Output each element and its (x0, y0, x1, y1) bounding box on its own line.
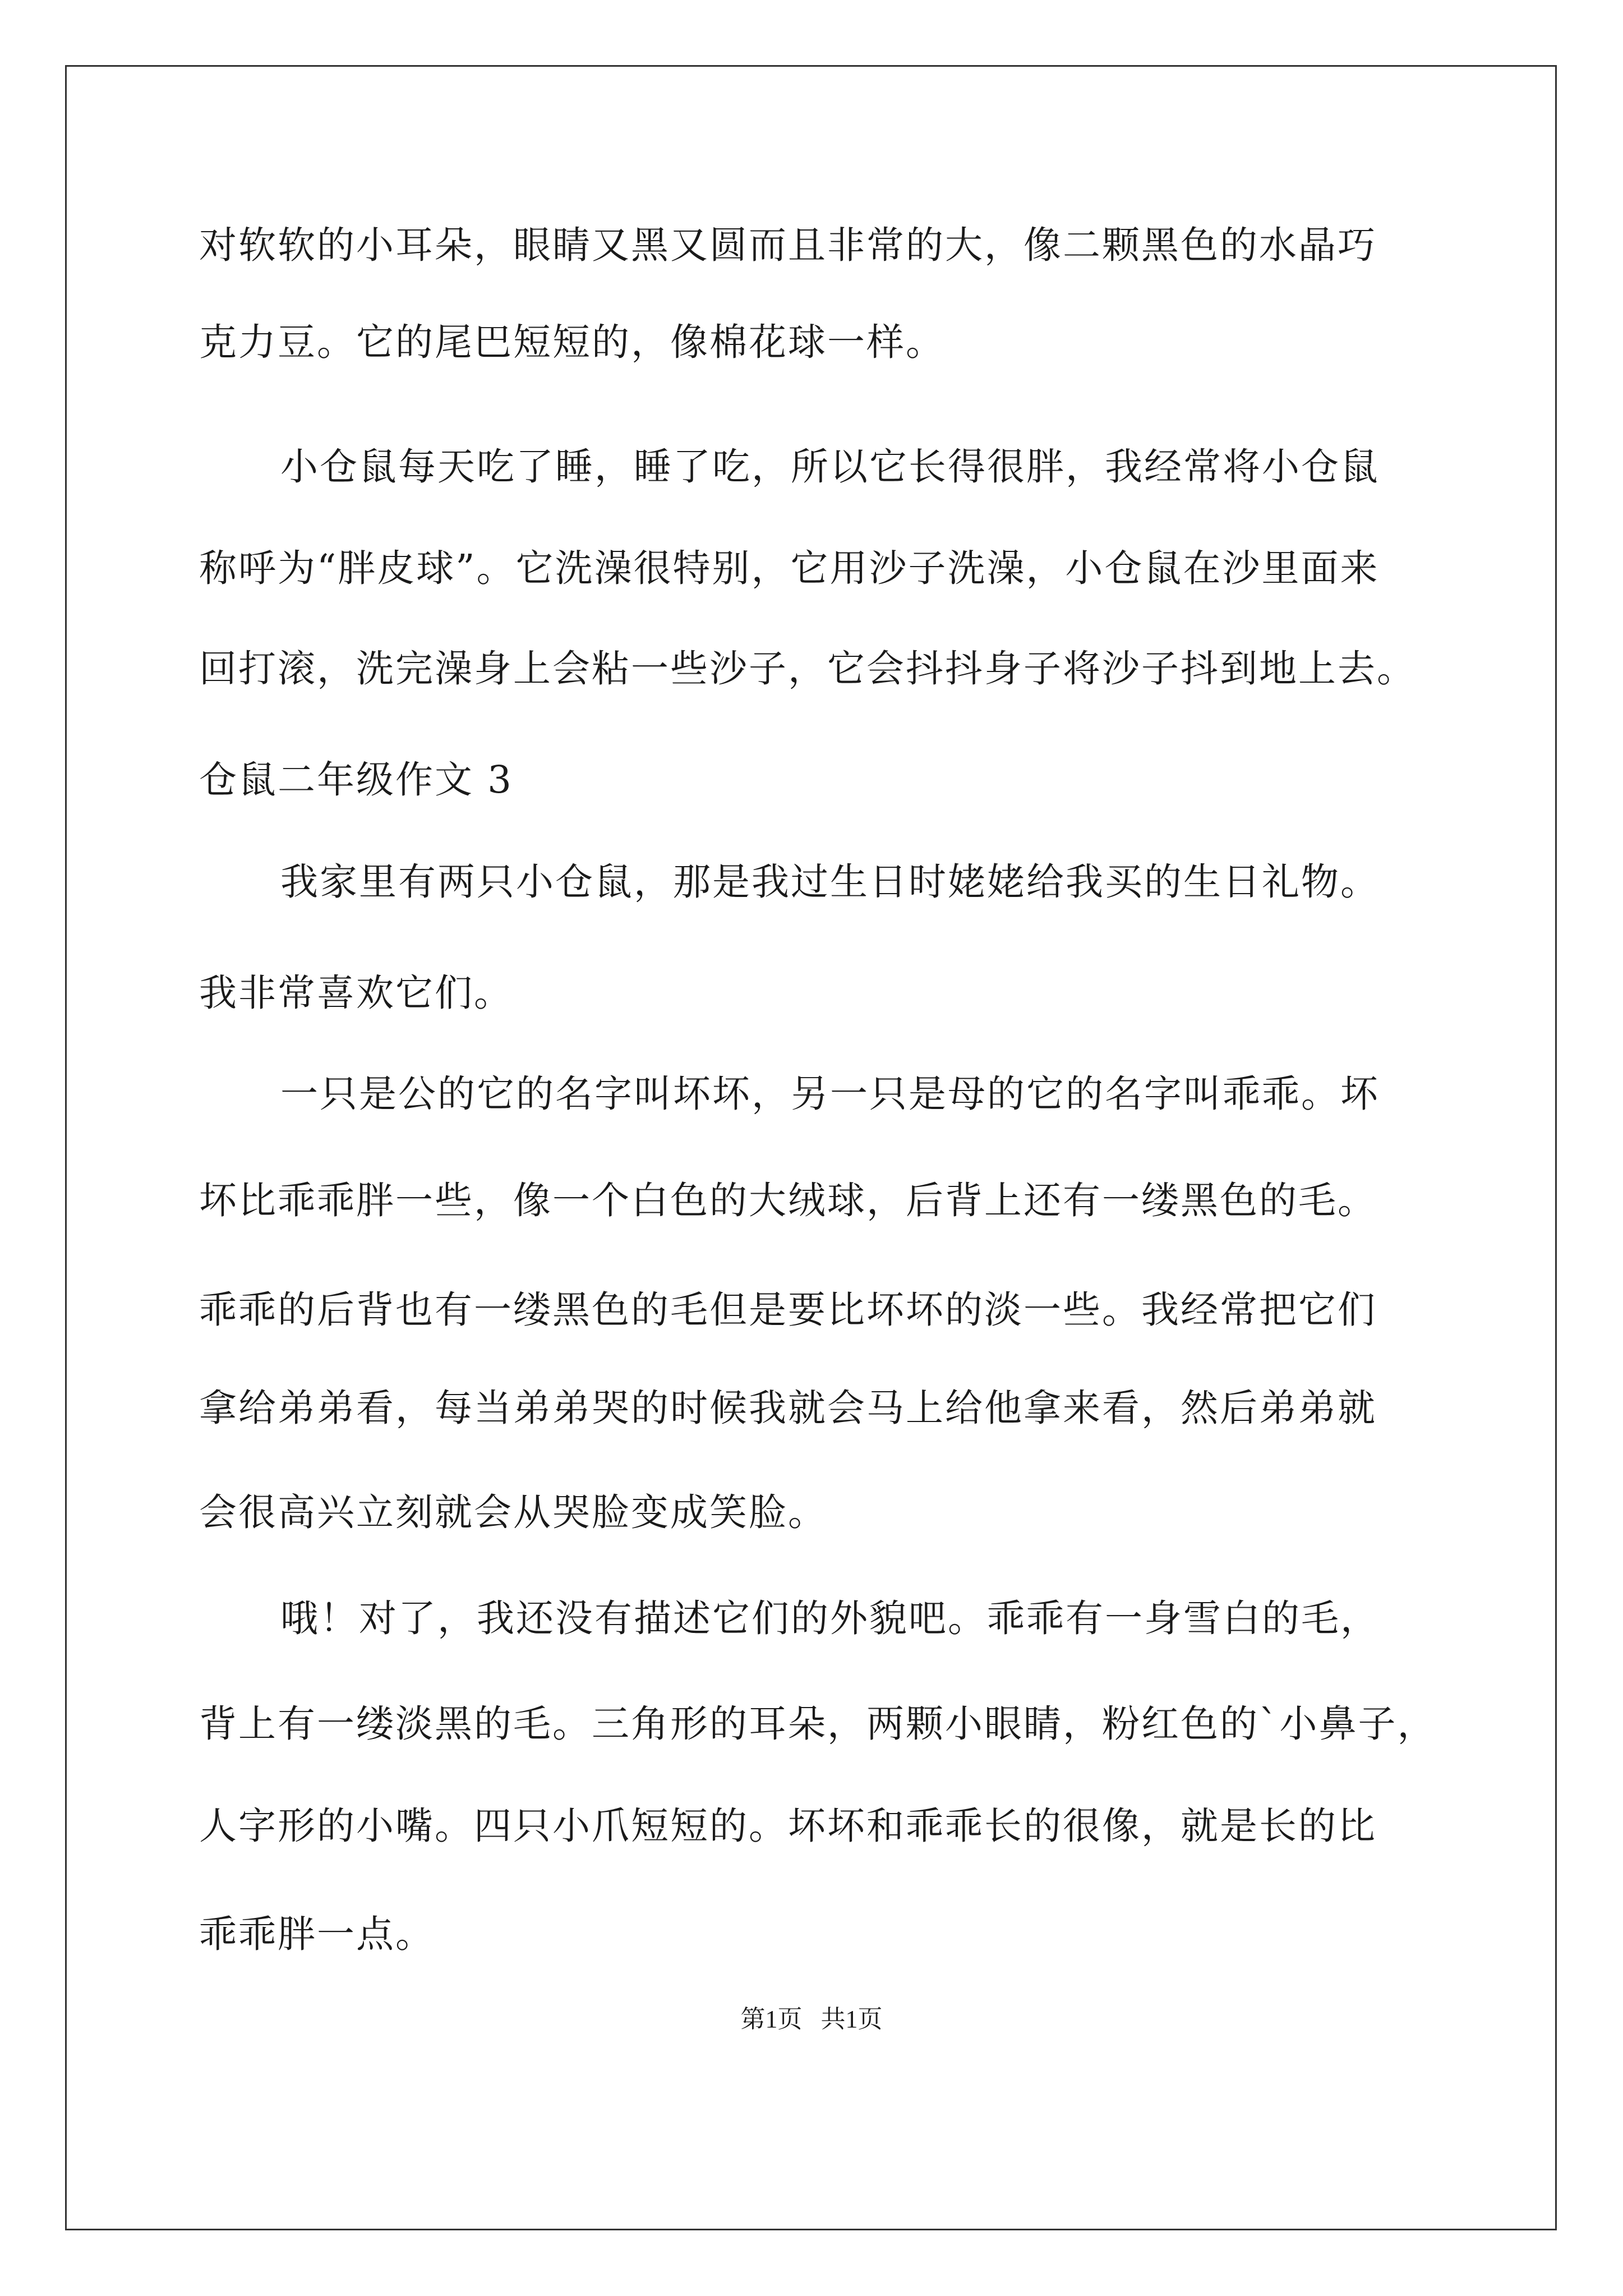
text-line: 人字形的小嘴。四只小爪短短的。坏坏和乖乖长的很像，就是长的比 (199, 1804, 1377, 1848)
paragraph-start: 小仓鼠每天吃了睡，睡了吃，所以它长得很胖，我经常将小仓鼠 (280, 445, 1380, 489)
paragraph-start: 哦！对了，我还没有描述它们的外貌吧。乖乖有一身雪白的毛， (280, 1596, 1380, 1640)
text-line: 拿给弟弟看，每当弟弟哭的时候我就会马上给他拿来看，然后弟弟就 (199, 1386, 1377, 1430)
section-heading: 仓鼠二年级作文 3 (199, 758, 513, 802)
text-line: 我非常喜欢它们。 (199, 971, 513, 1015)
text-line: 对软软的小耳朵，眼睛又黑又圆而且非常的大，像二颗黑色的水晶巧 (199, 223, 1377, 267)
page-border (65, 65, 1557, 2230)
text-line: 会很高兴立刻就会从哭脸变成笑脸。 (199, 1490, 827, 1534)
text-line: 背上有一缕淡黑的毛。三角形的耳朵，两颗小眼睛，粉红色的`小鼻子， (199, 1702, 1437, 1746)
paragraph-start: 一只是公的它的名字叫坏坏，另一只是母的它的名字叫乖乖。坏 (280, 1072, 1380, 1116)
page-footer: 第1页 共1页 (740, 2005, 883, 2033)
text-line: 坏比乖乖胖一些，像一个白色的大绒球，后背上还有一缕黑色的毛。 (199, 1179, 1377, 1222)
text-line: 乖乖胖一点。 (199, 1912, 435, 1956)
text-line: 回打滚，洗完澡身上会粘一些沙子，它会抖抖身子将沙子抖到地上去。 (199, 647, 1416, 691)
text-line: 乖乖的后背也有一缕黑色的毛但是要比坏坏的淡一些。我经常把它们 (199, 1288, 1377, 1332)
text-line: 称呼为“胖皮球”。它洗澡很特别，它用沙子洗澡，小仓鼠在沙里面来 (199, 546, 1380, 590)
text-line: 克力豆。它的尾巴短短的，像棉花球一样。 (199, 320, 945, 364)
paragraph-start: 我家里有两只小仓鼠，那是我过生日时姥姥给我买的生日礼物。 (280, 860, 1380, 904)
